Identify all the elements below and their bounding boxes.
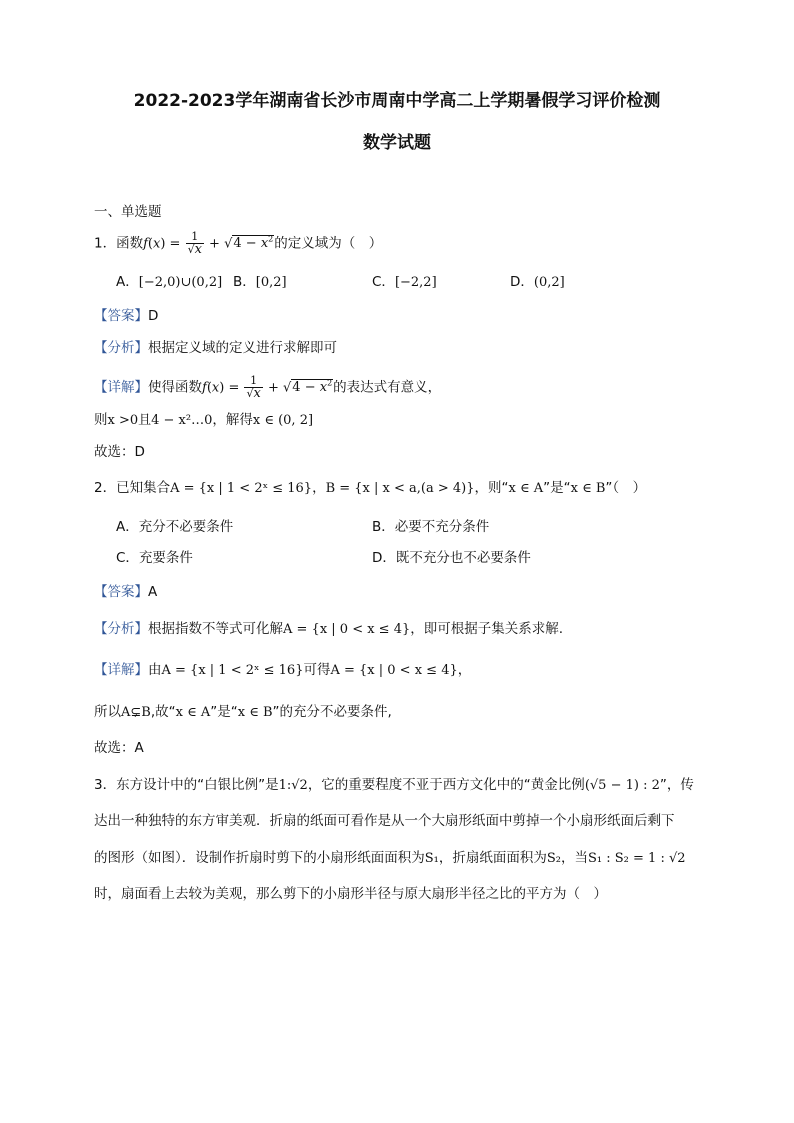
analysis-tag: 【分析】	[94, 621, 148, 637]
question-3: 3．东方设计中的“白银比例”是1:√2，它的重要程度不亚于西方文化中的“黄金比例(√5 − 1) : 2”，传	[94, 777, 694, 793]
math-function: f	[143, 236, 148, 252]
math-sqrt: $√4 - x^2$	[224, 235, 274, 252]
answer-line: 【答案】D	[94, 308, 159, 324]
option-c: C．[−2,2]	[372, 274, 437, 290]
question-number: 3．	[94, 777, 117, 793]
question-1: 1．函数f(x) = $\frac{1}{√x}$ + $√4 - x^2$的定义域为（ ）	[94, 229, 383, 257]
option-d: D．既不充分也不必要条件	[372, 550, 531, 566]
option-d: D．(0,2]	[510, 274, 565, 290]
section-heading: 一、单选题	[94, 204, 162, 220]
option-c: C．充要条件	[116, 550, 193, 566]
detail-line-2: 所以A⊊B,故“x ∈ A”是“x ∈ B”的充分不必要条件,	[94, 704, 392, 720]
question-3-line-3: 的图形（如图）．设制作折扇时剪下的小扇形纸面面积为S₁，折扇纸面面积为S₂，当S₁ : S₂ = 1 : √2	[94, 850, 686, 866]
question-text: 函数	[116, 235, 144, 252]
detail-line: 【详解】由A = {x | 1 < 2ˣ ≤ 16}可得A = {x | 0 < x ≤ 4}，	[94, 662, 472, 678]
analysis-tag: 【分析】	[94, 340, 148, 356]
answer-tag: 【答案】	[94, 584, 148, 600]
option-b: B．必要不充分条件	[372, 519, 490, 535]
question-3-line-4: 时，扇面看上去较为美观，那么剪下的小扇形半径与原大扇形半径之比的平方为（ ）	[94, 886, 607, 902]
conclusion-line: 故选：D	[94, 444, 145, 460]
math-set-b: B = {x | x < a,(a > 4)}	[325, 481, 475, 496]
page-title: 2022-2023学年湖南省长沙市周南中学高二上学期暑假学习评价检测	[133, 91, 661, 111]
question-number: 2．	[94, 480, 117, 496]
answer-line: 【答案】A	[94, 584, 158, 600]
detail-line: 【详解】使得函数f(x) = $\frac{1}{√x}$ + $√4 - x^2$的表达式有意义，	[94, 373, 442, 401]
answer-tag: 【答案】	[94, 308, 148, 324]
question-3-line-2: 达出一种独特的东方审美观．折扇的纸面可看作是从一个大扇形纸面中剪掉一个小扇形纸面后剩下	[94, 813, 675, 829]
detail-tag: 【详解】	[94, 662, 148, 678]
conclusion-line: 故选：A	[94, 740, 144, 756]
question-2: 2．已知集合A = {x | 1 < 2ˣ ≤ 16}，B = {x | x < a,(a > 4)}，则“x ∈ A”是“x ∈ B”（ ）	[94, 480, 647, 496]
analysis-line: 【分析】根据指数不等式可化解A = {x | 0 < x ≤ 4}，即可根据子集关系求解.	[94, 621, 564, 637]
option-a: A．充分不必要条件	[116, 519, 234, 535]
detail-tag: 【详解】	[94, 379, 148, 396]
math-fraction: $\frac{1}{√x}$	[187, 229, 202, 257]
math-set-a: A = {x | 1 < 2ˣ ≤ 16}	[170, 481, 313, 496]
option-b: B．[0,2]	[233, 274, 287, 290]
question-text: 的定义域为（ ）	[274, 235, 383, 252]
question-number: 1．	[94, 235, 117, 252]
page-subtitle: 数学试题	[363, 133, 431, 153]
analysis-line: 【分析】根据定义域的定义进行求解即可	[94, 340, 337, 356]
detail-line-2: 则x >0且4 − x²…0，解得x ∈ (0, 2]	[94, 412, 314, 428]
option-a: A．[−2,0)∪(0,2]	[116, 274, 223, 290]
